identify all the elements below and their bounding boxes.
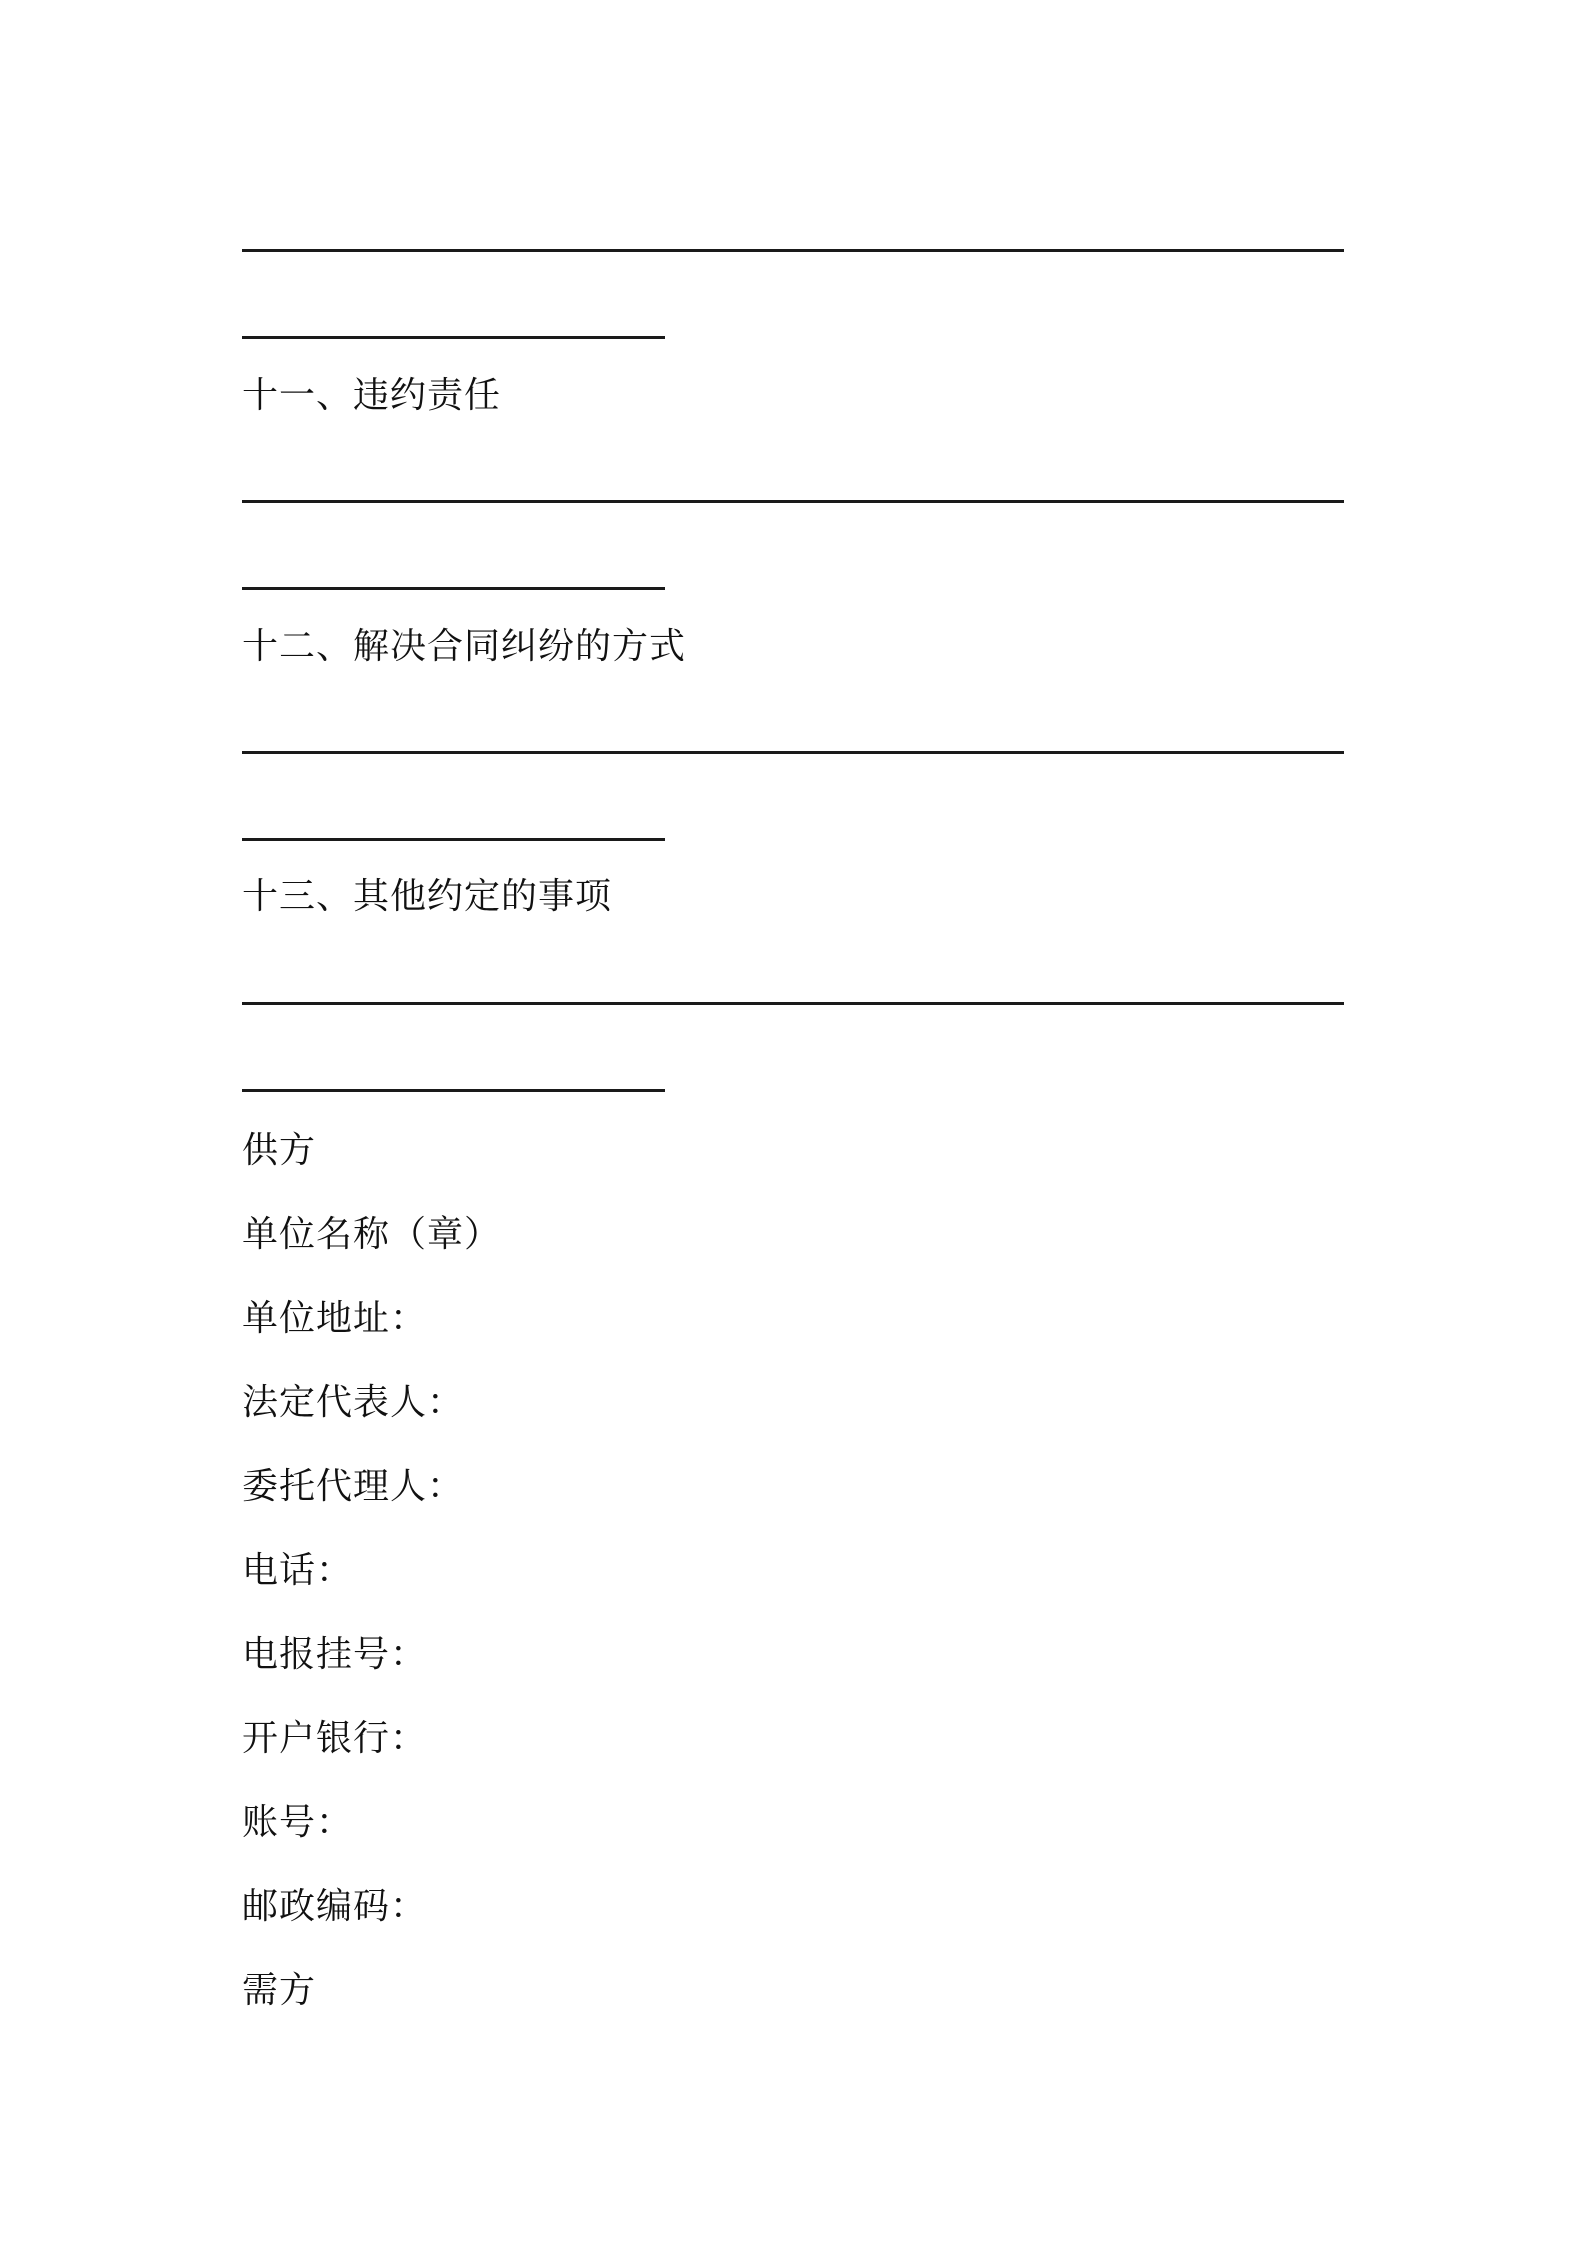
field-bank: 开户银行： (242, 1718, 428, 1759)
field-company-address: 单位地址： (242, 1298, 428, 1339)
field-telegraph: 电报挂号： (242, 1634, 428, 1675)
field-legal-representative: 法定代表人： (242, 1382, 465, 1423)
field-account: 账号： (242, 1802, 354, 1843)
field-authorized-agent: 委托代理人： (242, 1466, 465, 1507)
blank-line (242, 1002, 1344, 1005)
supplier-label: 供方 (242, 1130, 317, 1171)
section-heading-dispute: 十二、解决合同纠纷的方式 (242, 626, 687, 667)
field-phone: 电话： (242, 1550, 354, 1591)
blank-line (242, 500, 1344, 503)
blank-line (242, 1089, 665, 1092)
blank-line (242, 751, 1344, 754)
field-company-name: 单位名称（章） (242, 1214, 502, 1255)
buyer-label: 需方 (242, 1970, 317, 2011)
field-postal-code: 邮政编码： (242, 1886, 428, 1927)
blank-line (242, 336, 665, 339)
blank-line (242, 838, 665, 841)
blank-line (242, 587, 665, 590)
section-heading-other: 十三、其他约定的事项 (242, 876, 613, 917)
section-heading-breach: 十一、违约责任 (242, 375, 502, 416)
blank-line (242, 249, 1344, 252)
